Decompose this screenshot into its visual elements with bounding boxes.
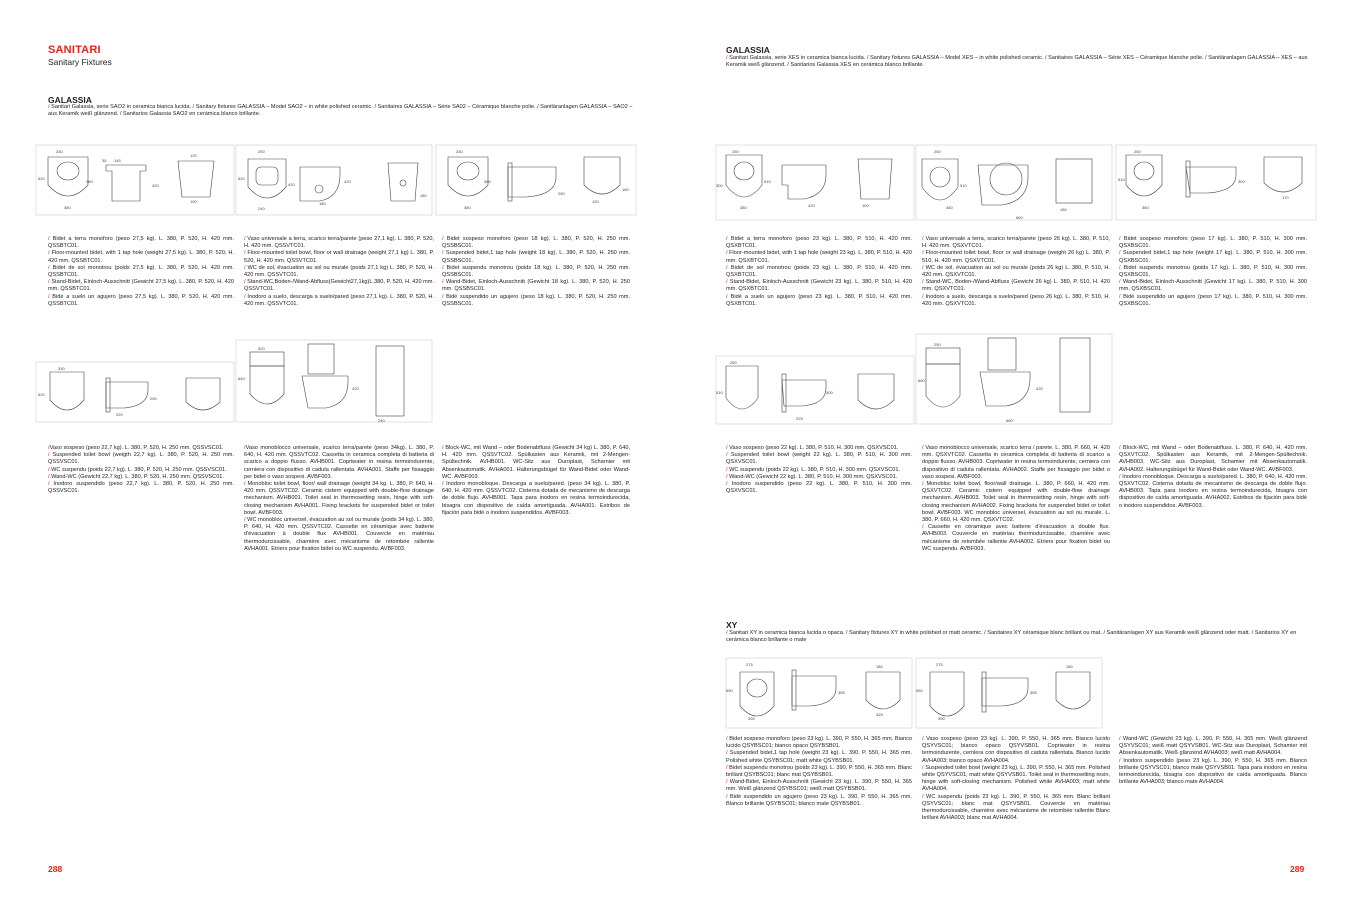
svg-text:250: 250: [934, 149, 941, 154]
svg-text:100: 100: [190, 199, 197, 204]
svg-text:225: 225: [796, 416, 803, 421]
svg-text:365: 365: [1030, 690, 1037, 695]
svg-text:240: 240: [378, 418, 385, 423]
technical-drawings-row2: [716, 334, 1316, 424]
svg-text:220: 220: [116, 412, 123, 417]
svg-text:660: 660: [1006, 418, 1013, 423]
text-bidet-floor: / Bidet a terra monoforo (peso 23 kg). L. 380, P. 510, H. 420 mm. QSXBTC01. / Floor-mounted bidet, with 1 tap hole (weight 23 kg). L. 380, P. 510, H. 420 mm. QSXBTC01. / Bidet de sol monotrou (poids 23 kg). L. 380, P. 510, H. 420 mm. QSXBTC01. / Stand-Bidet, Einloch-Ausschnitt (Gewicht 23 kg). L. 380, P. 510, H. 420 mm. QSXBTC01. / Bidé a suelo un agujero (peso 23 kg). L. 380, P. 510, H. 420 mm. QSXBTC01.: [726, 236, 912, 307]
bidet-floor-drawing: [716, 145, 914, 220]
svg-text:510: 510: [716, 390, 723, 395]
page-number: 289: [1290, 864, 1305, 874]
section-title-galassia-sao2: GALASSIA: [48, 95, 92, 105]
svg-text:390: 390: [748, 716, 755, 721]
text-xy-toilet: / Vaso sospeso (peso 23 kg). L. 390, P. 550, H. 365 mm. Bianco lucido QSYVSC01; bianco opaco QSYVSB01. Copriwater in resina termoindurente, cerniera con dispositivo di caduta rallentata. Bianco lucido AVHA003; bianco opaco AVHA004. / Suspended toilet bowl (weight 23 kg). L. 390, P. 550, H. 365 mm. Polished white QSYVSC01; matt white QSYVSB01. Toilet seal in thermosetting resin, hinge with soft-closing mechanism. Polished white AVHA003; matt white AVHA004. / WC suspendu (poids 23 kg). L. 390, P. 550, H. 365 mm. Blanc brillant QSYVSC01; blanc mat QSYVSB01. Couvercle en matériau thermodurcissable, charnière avec mécanisme de retombée rallentie Blanc brillant AVHA003; blanc mat AVHA004.: [922, 736, 1111, 822]
text-toilet-monobloc: /Vaso monoblocco universale, scarico terra/parete (peso 34kg). L. 380, P. 640, H. 420 mm. QSSVTC02. Cassetta in ceramica completa di batteria di scarico a doppio flusso. AVHB001. Copriwater in resina termoindurente, cerniera con dispositivo di caduta rallentata. AVHA001. Staffe per fissaggio per bidet o vaso sospesi. AVBF003. / Monobloc toilet bowl, floor/ wall drainage (weight 34 kg. L. 380, P. 640, H. 420 mm. QSSVTC02. Ceramic cistern equipped with double-flow drainage mechanism. AVHB001. Toilet seal in thermosetting resin, hinge with soft-closing mechanism AVHA001. Fixing brackets for suspended bidet or toilet bowl. AVBF003. / WC monobloc universel, évacuation au sol ou murale (poids 34 kg). L. 380, P. 640, H. 420 mm. QSSVTC02. Cassette en céramique avec batterie d'évacuation à double flux AVHB001. Couvercle en matériau thermodurcissable, charnière avec mécanisme de retombée rallentie AVHA001. Etriers pour fixation bidet ou WC suspendu. AVBF003.: [244, 445, 435, 552]
svg-text:250: 250: [934, 342, 941, 347]
svg-text:330: 330: [456, 149, 463, 154]
svg-text:180: 180: [1066, 664, 1073, 669]
svg-text:250: 250: [258, 149, 265, 154]
text-bidet-suspended: / Bidet sospeso monoforo (peso 18 kg). L. 380, P. 520, H. 250 mm. QSSBSC01. / Suspended bidet,1 tap hole (weight 18 kg). L. 380, P. 520, H. 250 mm. QSSBSC01. / Bidet suspendu monotrou (poids 18 kg). L. 380, P. 520, H. 250 mm. QSSBSC01. / Wand-Bidet, Einloch-Ausschnitt (Gewicht 18 kg). L. 380, P. 520, H. 250 mm. QSSBSC01. / Bidé suspendido un agujero (peso 18 kg). L. 380, P. 520, H. 250 mm. QSSBSC01.: [442, 236, 631, 307]
svg-text:365: 365: [838, 690, 845, 695]
text-toilet-suspended: /Vaso sospeso (peso 22,7 kg). L. 380, P. 520, H. 250 mm. QSSVSC01. / Suspended toilet bowl (weigth 22,7 kg). L. 380, P. 520, H. 250 mm. QSSVSC01. / WC suspendu (poids 22,7 kg). L. 380, P. 520, H. 250 mm. QSSVSC01. / Wand-WC (Gewicht 22,7 kg). L. 380, P. 520, H. 250 mm. QSSVSC01. / Inodoro suspendido (peso 22,7 kg). L. 380, P. 520, H. 250 mm. QSSVSC01.: [48, 445, 235, 495]
toilet-suspended-drawing: [36, 362, 234, 422]
bidet-suspended-drawing: [436, 145, 636, 215]
svg-text:250: 250: [1134, 149, 1141, 154]
svg-text:510: 510: [1118, 177, 1125, 182]
svg-text:510: 510: [764, 179, 771, 184]
svg-text:300: 300: [1238, 179, 1245, 184]
left-page: [0, 0, 677, 903]
page-number: 288: [48, 864, 63, 874]
svg-text:390: 390: [938, 716, 945, 721]
svg-text:180: 180: [622, 187, 629, 192]
svg-text:520: 520: [38, 176, 45, 181]
svg-text:300: 300: [716, 183, 723, 188]
svg-text:250: 250: [150, 396, 157, 401]
toilet-floor-drawing: [236, 145, 432, 215]
svg-text:550: 550: [916, 688, 923, 693]
text-toilet-monobloc-cont: / Block-WC, mit Wand – oder Bodenabfluss (Gewicht 34 kg) L. 380, P. 640, H. 420 mm. QSSVTC02. Spülkasten aus Keramik, mit 2-Mengen-Spültechnik. AVHB001. WC-Sitz aus Duroplast, Scharnier mit Absenkautomatik. AVHA001. Halterungsbügel für Wand-Bidet oder Wand-WC. AVBF003. / Inodoro monobloque. Descarga a suelo/pared. (peso 34 kg). L. 380, P. 640, H. 420 mm. QSSVTC02. Cisterna dotada de mecanismo de descarga de doble flujo. AVHB001. Tapa para inodoro en resina termoindurecida, bisagra con dispositivo de caída amortiguada. AVHA001. Estribos de fijación para bidé o inodoro suspendidos. AVBF003.: [442, 445, 631, 516]
svg-text:420: 420: [152, 183, 159, 188]
text-xy-toilet-cont: / Wand-WC (Gewicht 23 kg). L. 390, P. 550, H. 365 mm. Weiß glänzend QSYVSC01; weiß matt QSYVSB01. WC-Sitz aus Duroplast, Schamier mit Absenkautomatik. Weiß glänzend AVHA003; weiß matt AVHA004. / Inodoro suspendido (peso 23 kg). L. 390, P. 550, H. 365 mm. Blanco brillante QSYVSC01; blanco mate QSYVSB01. Tapa para inodoro en resina termoindurecida, bisagra con dispositivo de caída amortiguada. Blanco brillante AVHA003; blanco mate AVHA004.: [1119, 736, 1308, 786]
svg-text:520: 520: [238, 176, 245, 181]
svg-text:380: 380: [64, 205, 71, 210]
svg-text:420: 420: [344, 179, 351, 184]
svg-text:510: 510: [960, 183, 967, 188]
svg-text:420: 420: [288, 182, 295, 187]
technical-drawings-row1: [716, 145, 1316, 220]
svg-text:520: 520: [258, 346, 265, 351]
svg-text:170: 170: [1282, 195, 1289, 200]
svg-text:100: 100: [862, 203, 869, 208]
svg-text:300: 300: [826, 390, 833, 395]
xy-intro: / Sanitari XY in ceramica bianca lucida o opaca. / Sanitary fixtures XY in white polished or matt ceramic. / Sanitaires XY céramique blanc brillant ou mat. / Sanitäranlagen XY aus Keramik weiß glänzend oder matt. / Sanitarios XY en cerámica blanco brillante o mate: [726, 630, 1297, 643]
xy-intro-text: Sanitari XY in ceramica bianca lucida o opaca. / Sanitary fixtures XY in white polished or matt ceramic. / Sanitaires XY céramique blanc brillant ou mat. / Sanitäranlagen XY aus Keramik weiß glänzend oder matt. / Sanitarios XY en cerámica blanco brillante o mate: [726, 630, 1297, 643]
svg-text:120: 120: [190, 153, 197, 158]
section-intro: / Sanitari Galassia, serie XES in ceramica bianca lucida. / Sanitary fixtures GALASSIA – Model XES – in white polished ceramic. / Sanitaires GALASSIA – Série XES – Céramique blanche polie. / Sanitäranlagen GALASSIA – XES – aus Keramik weiß glänzend. / Sanitarios Galassia XES en cerámica blanco brillante.: [726, 55, 1308, 68]
xy-toilet-drawing: [916, 658, 1102, 728]
svg-text:180: 180: [319, 201, 326, 206]
svg-text:420: 420: [352, 386, 359, 391]
svg-text:380: 380: [946, 205, 953, 210]
text-toilet-floor: / Vaso universale a terra, scarico terra/parete (peso 27,1 kg). L. 380, P. 520, H. 420 mm. QSSVTC01. / Floor-mounted toilet bowl, floor or wall drainage (weight 27,1 kg) L. 380, P. 520, H. 420 mm. QSSVTC01. / WC de sol, évacuation au sol ou murale (poids 27,1 kg) L. 380, P. 520, H. 420 mm. QSSVTC01. / Stand-WC,Boden-/Wand-Abfluss(Gewicht27,1kg)L.380, P. 520, H. 420 mm. QSSVTC01. / Inodoro a suelo, descarga a suelo/pared (peso 27,1 kg). L. 380, P. 520, H. 420 mm. QSSVTC01.: [244, 236, 435, 307]
svg-text:250: 250: [558, 191, 565, 196]
svg-text:520: 520: [38, 392, 45, 397]
text-toilet-floor: / Vaso universale a terra, scarico terra/parete (peso 26 kg). L. 380, P. 510, H. 420 mm. QSXVTC01. / Floor-mounted toilet bowl, floor or wall drainage (weight 26 kg) L. 380, P. 510, H. 420 mm. QSXVTC01. / WC de sol, évacuation au sol ou murale (poids 26 kg) L. 380, P. 510, H. 420 mm. QSXVTC01. / Stand-WC, Boden-/Wand-Abfluss (Gewicht 26 kg) L. 380, P. 510, H. 420 mm. QSXVTC01. / Inodoro a suelo, descarga a suelo/pared (peso 26 kg). L. 380, P. 510, H. 420 mm. QSXVTC01.: [922, 236, 1110, 307]
section-title-xy: XY: [726, 620, 738, 630]
svg-text:250: 250: [732, 149, 739, 154]
bidet-suspended-drawing: [1116, 145, 1316, 220]
bidet-floor-drawing: [36, 145, 234, 215]
svg-text:250: 250: [730, 360, 737, 365]
toilet-monobloc-drawing: [916, 334, 1112, 424]
toilet-monobloc-drawing: [236, 340, 432, 423]
text-toilet-monobloc: / Vaso monoblocco universale, scarico terra / parete. L. 380, P. 660, H. 420 mm. QSXVTC02. Cassetta in ceramica completa di batteria di scarico a doppio flusso. AVHB003. Copriwater in resina termoindurente, cerniera con dispositivo di caduta rallentata. AVHA002. Staffe per fissaggio per bidet o vaso sospesi. AVBF003. / Monobloc toilet bowl, floor/wall drainage. L. 380, P. 660, H. 420 mm. QSXVTC02. Ceramic cistern equipped with double-flow drainage mechanism. AVHB003. Toilet seal in thermosetting resin, hinge with soft-closing mechanism AVHA002. Fixing brackets for suspended bidet or toilet bowl. AVBF003. WC monobloc universel, évacuation au sol ou murale. L. 380, P. 660, H. 420 mm. QSXVTC02. / Cassette en céramique avec batterie d'évacuation à double flux. AVHB003. Couvercle en matériau thermodurcissable, charnière avec mécanisme de retombée rallentie AVHA002. Etriers pour fixation bidet ou WC suspendu. AVBF003.: [922, 445, 1110, 552]
svg-text:380: 380: [484, 179, 491, 184]
xy-technical-drawings: [726, 658, 1106, 728]
svg-text:180: 180: [420, 193, 427, 198]
text-xy-bidet: / Bidet sospeso monoforo (peso 23 kg). L. 390, P. 550, H. 365 mm. Bianco lucido QSYBSC01; bianco opaco QSYBSB01. / Suspended bidet,1 tap hole (weight 23 kg). L. 390, P. 550, H. 365 mm. Polished white QSYBSC01; matt white QSYBSB01. / Bidet suspendu monotrou (poids 23 kg). L. 390, P. 550, H. 365 mm. Blanc brillant QSYBSC01; blanc mat QSYBSB01. / Wand-Bidet, Einloch-Ausschnitt (Gewicht 23 kg). L. 390, P. 550, H. 365 mm. Weiß glänzend QSYBSC01; weiß matt QSYBSB01. / Bidé suspendido un agujero (peso 23 kg). L. 390, P. 550, H. 365 mm. Blanco brillante QSYBSC01; blanco mate QSYBSB01.: [726, 736, 913, 807]
category-title: SANITARI: [48, 44, 101, 56]
technical-drawings-row1: [36, 145, 636, 215]
svg-text:380: 380: [1142, 205, 1149, 210]
toilet-floor-drawing: [916, 145, 1112, 220]
svg-text:180: 180: [876, 664, 883, 669]
text-toilet-monobloc-cont: / Block-WC, mit Wand – oder Bodenabfluss. L. 380, P. 640, H. 420 mm. QSXVTC02. Spülkasten aus Keramik, mit 2-Mengen-Spültechnik. AVHB003. WC-Sitz aus Duroplast, Schamier mit Absenkautomatik. AVHA002. Halterungsbügel für Wand-Bidet oder Wand-WC. AVBF003. / Inodoro monobloque. Descarga a suelo/pared. L. 380, P. 640, H. 420 mm. QSXVTC02. Cisterna dotada de mecanismo de descarga de doble flujo. AVHB003. Tapa para inodoro en resina termoindurecida, bisagra con dispositivo de caída amortiguada. AVHA002. Estribos de fijación para bidé o inodoro suspendidos. AVBF003.: [1119, 445, 1308, 509]
section-title-galassia-xes: GALASSIA: [726, 45, 770, 55]
category-subtitle: Sanitary Fixtures: [48, 57, 112, 67]
svg-text:380: 380: [464, 205, 471, 210]
svg-text:275: 275: [746, 662, 753, 667]
toilet-suspended-drawing: [716, 356, 914, 424]
svg-text:325: 325: [876, 712, 883, 717]
svg-text:640: 640: [238, 376, 245, 381]
svg-text:330: 330: [56, 149, 63, 154]
svg-text:380: 380: [740, 205, 747, 210]
svg-text:330: 330: [58, 366, 65, 371]
xy-bidet-drawing: [726, 658, 912, 728]
right-page: [678, 0, 1355, 903]
svg-text:180: 180: [1060, 207, 1067, 212]
intro-text: Sanitari Galassia, serie XES in ceramica bianca lucida. / Sanitary fixtures GALASSIA – Model XES – in white polished ceramic. / Sanitaires GALASSIA – Série XES – Céramique blanche polie. / Sanitäranlagen GALASSIA – XES – aus Keramik weiß glänzend. / Sanitarios Galassia XES en cerámica blanco brillante.: [726, 55, 1308, 68]
text-toilet-suspended: / Vaso sospeso (peso 22 kg). L. 380, P. 510, H. 300 mm. QSXVSC01. / Suspended toilet bowl (weight 22 kg). L. 380, P. 510, H. 300 mm. QSXVSC01. / WC suspendu (poids 22 kg). L. 380, P. 510, H. 300 mm. QSXVSC01. / Wand-WC (Gewicht 22 kg). L. 380, P. 510, H. 300 mm. QSXVSC01. / Inodoro suspendido (peso 22 kg). L. 380, P. 510, H. 300 mm. QSXVSC01.: [726, 445, 913, 495]
text-bidet-floor: / Bidet a terra monoforo (peso 27,5 kg). L. 380, P. 520, H. 420 mm. QSSBTC01. / Floor-mounted bidet, with 1 tap hole (weight 27,5 kg). L. 380, P. 520, H. 420 mm. QSSBTC01. / Bidet de sol monotrou (poids 27,5 kg). L. 380, P. 520, H. 420 mm. QSSBTC01. / Stand-Bidet, Einloch-Ausschnitt (Gewicht 27,5 kg). L. 380, P. 520, H. 420 mm. QSSBTC01. / Bidé a suelo un agujero (peso 27,5 kg). L. 380, P. 520, H. 420 mm. QSSBTC01.: [48, 236, 235, 307]
svg-text:275: 275: [936, 662, 943, 667]
section-intro: / Sanitari Galassia, serie SAO2 in ceramica bianca lucida. / Sanitary fixtures GALASSIA – Model SAO2 – in white polished ceramic. / Sanitaires GALASSIA – Série SA02 – Céramique blanche polie. / Sanitäranlagen GALASSIA – SAO2 – aus Keramik weiß glänzend. / Sanitarios Galassia SAO2 en cerámica blanco brillante.: [48, 104, 633, 117]
svg-text:420: 420: [808, 203, 815, 208]
intro-text: Sanitari Galassia, serie SAO2 in ceramica bianca lucida. / Sanitary fixtures GALASSIA – Model SAO2 – in white polished ceramic. / Sanitaires GALASSIA – Série SA02 – Céramique blanche polie. / Sanitäranlagen GALASSIA – SAO2 – aus Keramik weiß glänzend. / Sanitarios Galassia SAO2 en cerámica blanco brillante.: [48, 104, 633, 117]
svg-text:380: 380: [86, 179, 93, 184]
svg-text:660: 660: [918, 378, 925, 383]
svg-text:660: 660: [1016, 215, 1023, 220]
svg-text:420: 420: [1036, 386, 1043, 391]
text-bidet-suspended: / Bidet sospeso monoforo (peso 17 kg). L. 380, P. 510, H. 300 mm. QSXBSC01. / Suspended bidet,1 tap hole (weight 17 kg). L. 380, P. 510, H. 300 mm. QSXBSC01. / Bidet suspendu monotrou (poids 17 kg). L. 380, P. 510, H. 300 mm. QSXBSC01. / Wand-Bidet, Einloch-Ausschnitt (Gewicht 17 kg). L. 380, P. 510, H. 300 mm. QSXBSC01. / Bidé suspendido un agujero (peso 17 kg). L. 380, P. 510, H. 300 mm. QSXBSC01.: [1119, 236, 1308, 307]
technical-drawings-row2: [36, 340, 636, 422]
svg-text:145: 145: [114, 158, 121, 163]
svg-text:550: 550: [726, 688, 733, 693]
svg-text:120: 120: [592, 199, 599, 204]
svg-text:240: 240: [258, 206, 265, 211]
svg-text:35: 35: [102, 158, 107, 163]
